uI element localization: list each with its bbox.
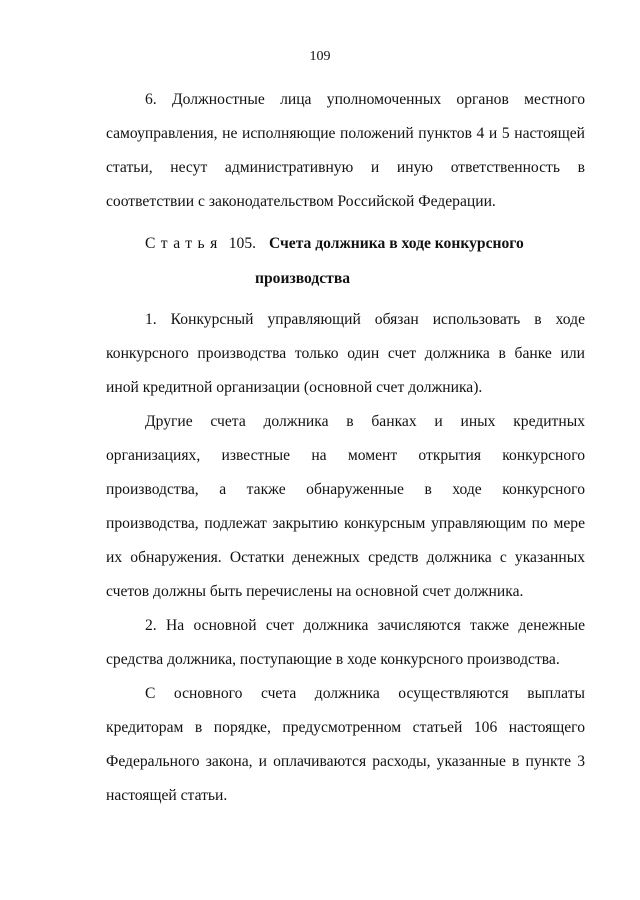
article-number: 105. (228, 235, 257, 252)
paragraph-6-line-2: самоуправления, не исполняющие положений пунктов 4 и 5 настоящей (106, 125, 585, 142)
point-2-line-1: 2. На основной счет должника зачисляются также денежные (145, 617, 585, 634)
paragraph-6-line-1: 6. Должностные лица уполномоченных органов местного (145, 91, 585, 108)
other-accounts-line-1: Другие счета должника в банках и иных кредитных (145, 413, 585, 430)
other-accounts-line-5: их обнаружения. Остатки денежных средств должника с указанных (106, 549, 585, 566)
point-2-line-2: средства должника, поступающие в ходе конкурсного производства. (106, 651, 560, 668)
article-title: Счета должника в ходе конкурсного (268, 235, 524, 252)
payments-line-1: С основного счета должника осуществляются выплаты (145, 685, 585, 702)
payments-line-3: Федерального закона, и оплачиваются расходы, указанные в пункте 3 (106, 753, 585, 770)
point-1-line-2: конкурсного производства только один счет должника в банке или (106, 345, 585, 362)
article-title-continued: производства (255, 270, 351, 287)
page-number: 109 (309, 49, 331, 64)
other-accounts-line-4: производства, подлежат закрытию конкурсным управляющим по мере (106, 515, 585, 532)
point-1-line-3: иной кредитной организации (основной счет должника). (106, 379, 483, 396)
point-1-line-1: 1. Конкурсный управляющий обязан использовать в ходе (145, 311, 585, 328)
article-heading (145, 235, 524, 253)
other-accounts-line-6: счетов должны быть перечислены на основной счет должника. (106, 583, 524, 600)
other-accounts-line-2: организациях, известные на момент открытия конкурсного (106, 447, 585, 464)
paragraph-6-line-4: соответствии с законодательством Российской Федерации. (106, 193, 496, 210)
payments-line-2: кредиторам в порядке, предусмотренном статьей 106 настоящего (106, 719, 585, 736)
payments-line-4: настоящей статьи. (106, 787, 228, 804)
article-prefix: Статья (145, 235, 223, 252)
paragraph-6-line-3: статьи, несут административную и иную ответственность в (106, 159, 585, 176)
other-accounts-line-3: производства, а также обнаруженные в ходе конкурсного (106, 481, 585, 498)
